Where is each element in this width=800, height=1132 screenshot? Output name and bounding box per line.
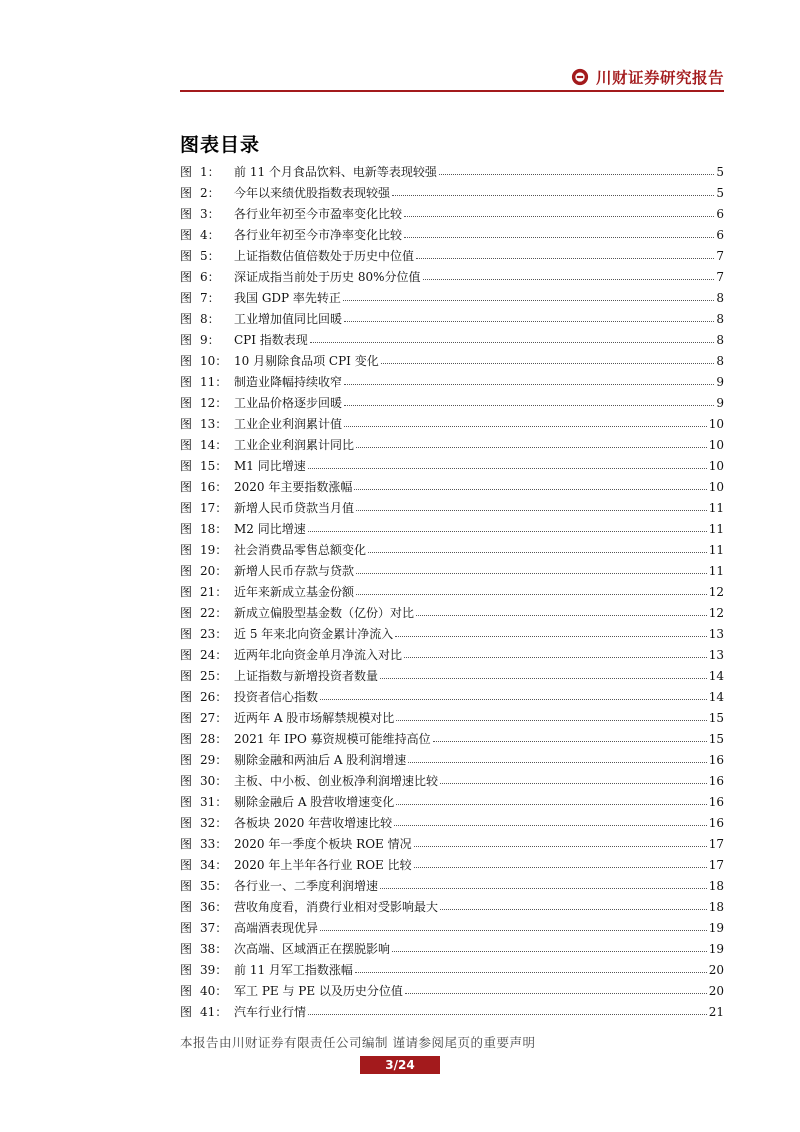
toc-entry-page: 16: [708, 815, 724, 830]
toc-entry[interactable]: [180, 959, 724, 980]
toc-entry-prefix: 图: [180, 648, 193, 662]
toc-entry[interactable]: [180, 497, 724, 518]
page-number: 3/24: [360, 1056, 440, 1074]
toc-entry-title: 前 11 个月食品饮料、电新等表现较强: [234, 165, 437, 179]
toc-entry[interactable]: [180, 1001, 724, 1022]
toc-entry-title: 近年来新成立基金份额: [234, 585, 355, 599]
toc-entry-prefix: 图: [180, 501, 193, 515]
toc-entry-prefix: 图: [180, 900, 193, 914]
toc-entry-page: 6: [716, 227, 724, 242]
toc-entry-title: 工业品价格逐步回暖: [234, 396, 343, 410]
toc-entry-leader: [320, 930, 707, 931]
toc-entry-title: 剔除金融后 A 股营收增速变化: [234, 795, 395, 809]
toc-entry-leader: [310, 342, 715, 343]
toc-entry-title: 营收角度看，消费行业相对受影响最大: [234, 900, 439, 914]
toc-entry-number: 10：: [200, 354, 228, 368]
toc-entry-number: 18：: [200, 522, 228, 536]
toc-entry-page: 20: [708, 962, 724, 977]
toc-entry[interactable]: [180, 245, 724, 266]
toc-entry-page: 18: [708, 899, 724, 914]
toc-entry-title: M2 同比增速: [234, 522, 306, 536]
toc-entry-prefix: 图: [180, 459, 193, 473]
toc-entry-prefix: 图: [180, 543, 193, 557]
toc-entry[interactable]: [180, 476, 724, 497]
toc-entry[interactable]: [180, 371, 724, 392]
toc-entry[interactable]: [180, 308, 724, 329]
toc-entry-leader: [308, 468, 707, 469]
toc-entry-number: 13：: [200, 417, 228, 431]
toc-entry[interactable]: [180, 329, 724, 350]
toc-entry-prefix: 图: [180, 795, 193, 809]
toc-entry-number: 38：: [200, 942, 228, 956]
toc-entry-leader: [392, 195, 714, 196]
toc-entry-title: 高端酒表现优异: [234, 921, 319, 935]
toc-entry-number: 39：: [200, 963, 228, 977]
toc-entry[interactable]: [180, 770, 724, 791]
toc-entry-page: 5: [716, 164, 724, 179]
toc-entry-number: 12：: [200, 396, 228, 410]
toc-entry[interactable]: [180, 707, 724, 728]
toc-entry-leader: [392, 951, 707, 952]
toc-entry-number: 4：: [200, 228, 220, 242]
toc-entry-title: 主板、中小板、创业板净利润增速比较: [234, 774, 439, 788]
toc-entry-page: 17: [708, 836, 724, 851]
toc-entry-leader: [433, 741, 707, 742]
toc-entry[interactable]: [180, 980, 724, 1001]
toc-entry-prefix: 图: [180, 186, 193, 200]
toc-entry-title: 各行业年初至今市盈率变化比较: [234, 207, 403, 221]
toc-entry-title: 前 11 月军工指数涨幅: [234, 963, 353, 977]
toc-entry[interactable]: [180, 896, 724, 917]
toc-entry-title: 制造业降幅持续收窄: [234, 375, 343, 389]
toc-entry-prefix: 图: [180, 858, 193, 872]
toc-entry-page: 7: [716, 269, 724, 284]
toc-entry-prefix: 图: [180, 417, 193, 431]
toc-entry-page: 14: [708, 689, 724, 704]
toc-entry-prefix: 图: [180, 207, 193, 221]
toc-entry-page: 11: [708, 521, 724, 536]
toc-entry-title: 2020 年上半年各行业 ROE 比较: [234, 858, 412, 872]
toc-entry-prefix: 图: [180, 564, 193, 578]
toc-entry-title: 新增人民币贷款当月值: [234, 501, 355, 515]
toc-entry-title: 社会消费品零售总额变化: [234, 543, 367, 557]
toc-entry-number: 2：: [200, 186, 220, 200]
toc-entry-number: 23：: [200, 627, 228, 641]
toc-entry-title: 汽车行业行情: [234, 1005, 307, 1019]
toc-entry[interactable]: [180, 665, 724, 686]
toc-entry-title: 2020 年一季度个板块 ROE 情况: [234, 837, 412, 851]
toc-entry-leader: [343, 300, 714, 301]
toc-entry-page: 13: [708, 647, 724, 662]
toc-entry-title: 新增人民币存款与贷款: [234, 564, 355, 578]
toc-entry-leader: [394, 825, 707, 826]
toc-entry-page: 5: [716, 185, 724, 200]
toc-entry-page: 20: [708, 983, 724, 998]
toc-entry[interactable]: [180, 287, 724, 308]
toc-entry-title: 2020 年主要指数涨幅: [234, 480, 353, 494]
toc-entry-leader: [440, 909, 707, 910]
toc-entry-leader: [395, 636, 706, 637]
toc-entry-number: 34：: [200, 858, 228, 872]
toc-entry-leader: [344, 384, 714, 385]
toc-entry-number: 7：: [200, 291, 220, 305]
page-header: [180, 62, 724, 92]
toc-entry[interactable]: [180, 686, 724, 707]
toc-entry-title: 剔除金融和两油后 A 股利润增速: [234, 753, 407, 767]
brand-name: 川财证券研究报告: [595, 69, 724, 87]
toc-entry-leader: [416, 615, 707, 616]
toc-entry-title: 近两年 A 股市场解禁规模对比: [234, 711, 395, 725]
toc-entry-number: 9：: [200, 333, 220, 347]
toc-entry-page: 21: [708, 1004, 724, 1019]
footer-disclaimer: 本报告由川财证券有限责任公司编制 谨请参阅尾页的重要声明: [180, 1035, 536, 1050]
toc-entry-leader: [396, 720, 706, 721]
toc-entry-prefix: 图: [180, 732, 193, 746]
toc-entry-leader: [344, 426, 707, 427]
toc-entry-prefix: 图: [180, 690, 193, 704]
toc-entry[interactable]: [180, 203, 724, 224]
toc-entry-prefix: 图: [180, 627, 193, 641]
toc-entry-title: 上证指数估值倍数处于历史中位值: [234, 249, 415, 263]
toc-entry-number: 37：: [200, 921, 228, 935]
toc-entry-prefix: 图: [180, 585, 193, 599]
toc-entry-prefix: 图: [180, 816, 193, 830]
toc-entry-number: 27：: [200, 711, 228, 725]
toc-entry-title: M1 同比增速: [234, 459, 306, 473]
toc-title: 图表目录: [180, 134, 261, 156]
toc-entry[interactable]: [180, 833, 724, 854]
toc-entry-leader: [381, 363, 715, 364]
toc-entry-number: 24：: [200, 648, 228, 662]
toc-entry-prefix: 图: [180, 1005, 193, 1019]
toc-entry-page: 8: [716, 353, 724, 368]
toc-entry-leader: [439, 174, 714, 175]
toc-entry-title: 上证指数与新增投资者数量: [234, 669, 379, 683]
toc-entry-prefix: 图: [180, 963, 193, 977]
toc-entry-prefix: 图: [180, 354, 193, 368]
toc-entry-prefix: 图: [180, 396, 193, 410]
toc-entry-leader: [356, 447, 707, 448]
toc-entry-page: 8: [716, 332, 724, 347]
toc-entry-leader: [408, 762, 706, 763]
toc-entry-number: 19：: [200, 543, 228, 557]
toc-entry-title: 2021 年 IPO 募资规模可能维持高位: [234, 732, 431, 746]
toc-entry-page: 19: [708, 941, 724, 956]
toc-entry-page: 11: [708, 500, 724, 515]
toc-entry-leader: [404, 237, 714, 238]
toc-entry-title: 军工 PE 与 PE 以及历史分位值: [234, 984, 403, 998]
toc-entry-leader: [356, 594, 707, 595]
toc-entry-prefix: 图: [180, 249, 193, 263]
toc-entry-leader: [396, 804, 706, 805]
toc-entry-prefix: 图: [180, 270, 193, 284]
toc-entry[interactable]: [180, 581, 724, 602]
toc-entry-leader: [380, 678, 707, 679]
toc-entry-prefix: 图: [180, 606, 193, 620]
toc-entry-title: 深证成指当前处于历史 80%分位值: [234, 270, 421, 284]
toc-entry-number: 15：: [200, 459, 228, 473]
toc-entry[interactable]: [180, 413, 724, 434]
toc-entry-page: 12: [708, 584, 724, 599]
toc-entry-prefix: 图: [180, 312, 193, 326]
toc-entry-prefix: 图: [180, 774, 193, 788]
toc-entry-title: 近两年北向资金单月净流入对比: [234, 648, 403, 662]
toc-entry-prefix: 图: [180, 522, 193, 536]
toc-entry-leader: [308, 1014, 707, 1015]
toc-entry-title: 投资者信心指数: [234, 690, 319, 704]
toc-entry-prefix: 图: [180, 984, 193, 998]
toc-entry-prefix: 图: [180, 921, 193, 935]
toc-entry-page: 16: [708, 794, 724, 809]
toc-entry-title: 近 5 年来北向资金累计净流入: [234, 627, 394, 641]
brand-logo: [571, 62, 724, 92]
toc-entry-leader: [354, 489, 706, 490]
figure-list: [180, 161, 724, 1022]
toc-entry-page: 15: [708, 731, 724, 746]
toc-entry-prefix: 图: [180, 438, 193, 452]
toc-entry-prefix: 图: [180, 165, 193, 179]
toc-entry-leader: [423, 279, 715, 280]
toc-entry-number: 32：: [200, 816, 228, 830]
toc-entry-page: 16: [708, 773, 724, 788]
toc-entry[interactable]: [180, 518, 724, 539]
toc-entry-leader: [416, 258, 714, 259]
toc-entry-page: 10: [708, 416, 724, 431]
toc-entry[interactable]: [180, 644, 724, 665]
toc-entry[interactable]: [180, 749, 724, 770]
toc-entry-page: 12: [708, 605, 724, 620]
toc-entry-leader: [380, 888, 707, 889]
toc-entry[interactable]: [180, 875, 724, 896]
toc-entry[interactable]: [180, 623, 724, 644]
toc-entry-number: 30：: [200, 774, 228, 788]
toc-entry-number: 21：: [200, 585, 228, 599]
toc-entry-number: 41：: [200, 1005, 228, 1019]
toc-entry-prefix: 图: [180, 333, 193, 347]
toc-entry-leader: [356, 510, 707, 511]
toc-entry-leader: [355, 972, 707, 973]
toc-entry-title: 今年以来绩优股指数表现较强: [234, 186, 391, 200]
toc-entry-number: 3：: [200, 207, 220, 221]
toc-entry-page: 7: [716, 248, 724, 263]
toc-entry-number: 22：: [200, 606, 228, 620]
toc-entry[interactable]: [180, 539, 724, 560]
toc-entry-page: 6: [716, 206, 724, 221]
toc-entry-prefix: 图: [180, 480, 193, 494]
toc-entry-title: 工业企业利润累计值: [234, 417, 343, 431]
toc-entry-page: 13: [708, 626, 724, 641]
toc-entry-leader: [320, 699, 707, 700]
toc-entry-number: 26：: [200, 690, 228, 704]
toc-entry-title: 10 月剔除食品项 CPI 变化: [234, 354, 379, 368]
toc-entry-number: 5：: [200, 249, 220, 263]
toc-entry[interactable]: [180, 392, 724, 413]
toc-entry[interactable]: [180, 812, 724, 833]
toc-entry[interactable]: [180, 224, 724, 245]
toc-entry[interactable]: [180, 161, 724, 182]
toc-entry-page: 8: [716, 290, 724, 305]
toc-entry-page: 10: [708, 437, 724, 452]
toc-entry-number: 25：: [200, 669, 228, 683]
toc-entry-prefix: 图: [180, 711, 193, 725]
toc-entry-leader: [414, 846, 707, 847]
toc-entry-number: 29：: [200, 753, 228, 767]
toc-entry-number: 8：: [200, 312, 220, 326]
toc-entry-leader: [344, 405, 714, 406]
toc-entry-title: 各行业一、二季度利润增速: [234, 879, 379, 893]
toc-entry-leader: [414, 867, 707, 868]
toc-entry-number: 40：: [200, 984, 228, 998]
toc-entry[interactable]: [180, 434, 724, 455]
toc-entry-leader: [440, 783, 707, 784]
toc-entry-title: 我国 GDP 率先转正: [234, 291, 341, 305]
toc-entry-prefix: 图: [180, 837, 193, 851]
toc-entry-title: 工业增加值同比回暖: [234, 312, 343, 326]
toc-entry-prefix: 图: [180, 879, 193, 893]
toc-entry-number: 33：: [200, 837, 228, 851]
toc-entry-number: 28：: [200, 732, 228, 746]
toc-entry-page: 10: [708, 479, 724, 494]
toc-entry-title: CPI 指数表现: [234, 333, 308, 347]
toc-entry[interactable]: [180, 182, 724, 203]
toc-entry-prefix: 图: [180, 291, 193, 305]
toc-entry-number: 6：: [200, 270, 220, 284]
toc-entry[interactable]: [180, 917, 724, 938]
header-divider: [180, 90, 724, 92]
toc-entry-title: 新成立偏股型基金数（亿份）对比: [234, 606, 415, 620]
toc-entry-number: 36：: [200, 900, 228, 914]
toc-entry-number: 20：: [200, 564, 228, 578]
toc-entry-number: 16：: [200, 480, 228, 494]
toc-entry-title: 各板块 2020 年营收增速比较: [234, 816, 393, 830]
toc-entry[interactable]: [180, 455, 724, 476]
toc-entry[interactable]: [180, 854, 724, 875]
toc-entry-title: 工业企业利润累计同比: [234, 438, 355, 452]
toc-entry-page: 19: [708, 920, 724, 935]
toc-entry-number: 35：: [200, 879, 228, 893]
toc-entry-leader: [344, 321, 714, 322]
toc-entry-page: 10: [708, 458, 724, 473]
toc-entry-prefix: 图: [180, 942, 193, 956]
toc-entry-prefix: 图: [180, 669, 193, 683]
toc-entry-page: 8: [716, 311, 724, 326]
toc-entry-prefix: 图: [180, 753, 193, 767]
toc-entry-leader: [308, 531, 707, 532]
toc-entry[interactable]: [180, 602, 724, 623]
toc-entry[interactable]: [180, 791, 724, 812]
toc-entry-page: 11: [708, 563, 724, 578]
toc-entry[interactable]: [180, 350, 724, 371]
toc-entry[interactable]: [180, 728, 724, 749]
toc-entry-page: 9: [716, 395, 724, 410]
toc-entry-number: 31：: [200, 795, 228, 809]
toc-entry-title: 次高端、区域酒正在摆脱影响: [234, 942, 391, 956]
toc-entry-prefix: 图: [180, 228, 193, 242]
toc-entry-number: 14：: [200, 438, 228, 452]
toc-entry-number: 11：: [200, 375, 228, 389]
brand-logo-icon: [571, 68, 589, 86]
toc-entry-page: 16: [708, 752, 724, 767]
toc-entry-title: 各行业年初至今市净率变化比较: [234, 228, 403, 242]
toc-entry[interactable]: [180, 266, 724, 287]
toc-entry-leader: [404, 657, 707, 658]
toc-entry-number: 17：: [200, 501, 228, 515]
toc-entry-leader: [404, 216, 714, 217]
toc-entry-page: 17: [708, 857, 724, 872]
toc-entry-page: 11: [708, 542, 724, 557]
toc-entry-page: 9: [716, 374, 724, 389]
toc-entry-page: 15: [708, 710, 724, 725]
toc-entry-number: 1：: [200, 165, 220, 179]
toc-entry-leader: [368, 552, 707, 553]
toc-entry[interactable]: [180, 938, 724, 959]
toc-entry-leader: [356, 573, 707, 574]
toc-entry-page: 14: [708, 668, 724, 683]
toc-entry-prefix: 图: [180, 375, 193, 389]
toc-entry-leader: [405, 993, 707, 994]
toc-entry-page: 18: [708, 878, 724, 893]
toc-entry[interactable]: [180, 560, 724, 581]
